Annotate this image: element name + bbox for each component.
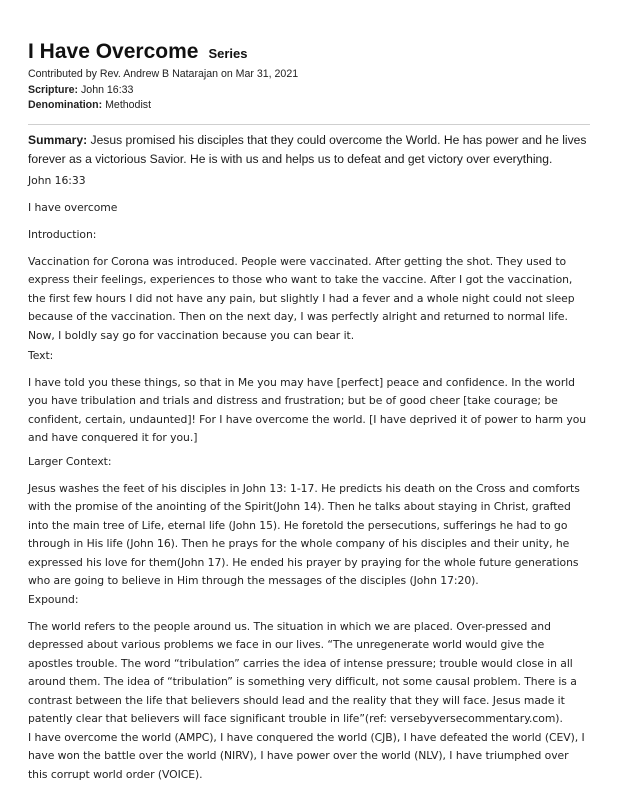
- contributor-line: Contributed by Rev. Andrew B Natarajan on Mar 31, 2021: [28, 68, 299, 80]
- series-link[interactable]: Series: [208, 46, 248, 61]
- overcome-translations-paragraph: I have overcome the world (AMPC), I have conquered the world (CJB), I have defeated the world (CEV), I have won the battle over the world (NIRV), I have power over the world (NLV), I have triumphed over this corrupt world order (VOICE).: [28, 731, 585, 781]
- larger-context-heading: Larger Context:: [28, 455, 112, 468]
- expound-paragraph: The world refers to the people around us. The situation in which we are placed. Over-pressed and depressed about various problems we face in our lives. “The unregenerate world would give the apostles trouble. The word “tribulation” carries the idea of intense pressure; trouble would close in all around them. The idea of “tribulation” is something very difficult, not some causal problem. There is a contrast between the life that believers should lead and the reality that they will face. Jesus made it patently clear that believers will face significant trouble in life”(ref: versebyversecommentary.com).: [28, 620, 577, 726]
- summary-text: Jesus promised his disciples that they could overcome the World. He has power and he lives forever as a victorious Savior. He is with us and helps us to defeat and get victory over everything.: [28, 133, 587, 166]
- summary: [28, 131, 590, 169]
- scripture-reference: John 16:33: [28, 174, 86, 187]
- title-line: [28, 40, 247, 64]
- denomination-value[interactable]: Methodist: [105, 99, 152, 111]
- denomination-line: [28, 99, 151, 111]
- text-paragraph: I have told you these things, so that in Me you may have [perfect] peace and confidence. In the world you have tribulation and trials and distress and frustration; but be of good cheer [take courage; be confident, certain, undaunted]! For I have overcome the world. [I have deprived it of power to harm you and have conquered it for you.]: [28, 376, 587, 445]
- introduction-heading: Introduction:: [28, 228, 97, 241]
- introduction-paragraph: Vaccination for Corona was introduced. People were vaccinated. After getting the shot. They used to express their feelings, experiences to those who want to take the vaccine. After I got the vaccination, the first few hours I did not have any pain, but slightly I had a fever and a whole night could not sleep because of the vaccination. Then on the next day, I was perfectly alright and returned to normal life. Now, I boldly say go for vaccination because you can bear it.: [28, 255, 575, 342]
- larger-context-paragraph: Jesus washes the feet of his disciples in John 13: 1-17. He predicts his death on the Cross and comforts with the promise of the anointing of the Spirit(John 14). Then he talks about staying in Christ, grafted into the main tree of Life, eternal life (John 15). He foretold the persecutions, sufferings he had to go through in His life (John 16). Then he prays for the whole company of his disciples and their unity, he expressed his love for them(John 17). He ended his prayer by praying for the whole future generations who are going to believe in Him through the messages of the disciples (John 17:20).: [28, 482, 580, 588]
- expound-heading: Expound:: [28, 593, 79, 606]
- summary-label: Summary:: [28, 133, 88, 147]
- denomination-label: Denomination:: [28, 99, 103, 111]
- scripture-label: Scripture:: [28, 84, 79, 96]
- divider: [28, 124, 590, 125]
- page-title: I Have Overcome: [28, 40, 199, 63]
- scripture-value[interactable]: John 16:33: [81, 84, 134, 96]
- sermon-heading: I have overcome: [28, 201, 118, 214]
- text-heading: Text:: [28, 349, 54, 362]
- scripture-line: [28, 84, 133, 96]
